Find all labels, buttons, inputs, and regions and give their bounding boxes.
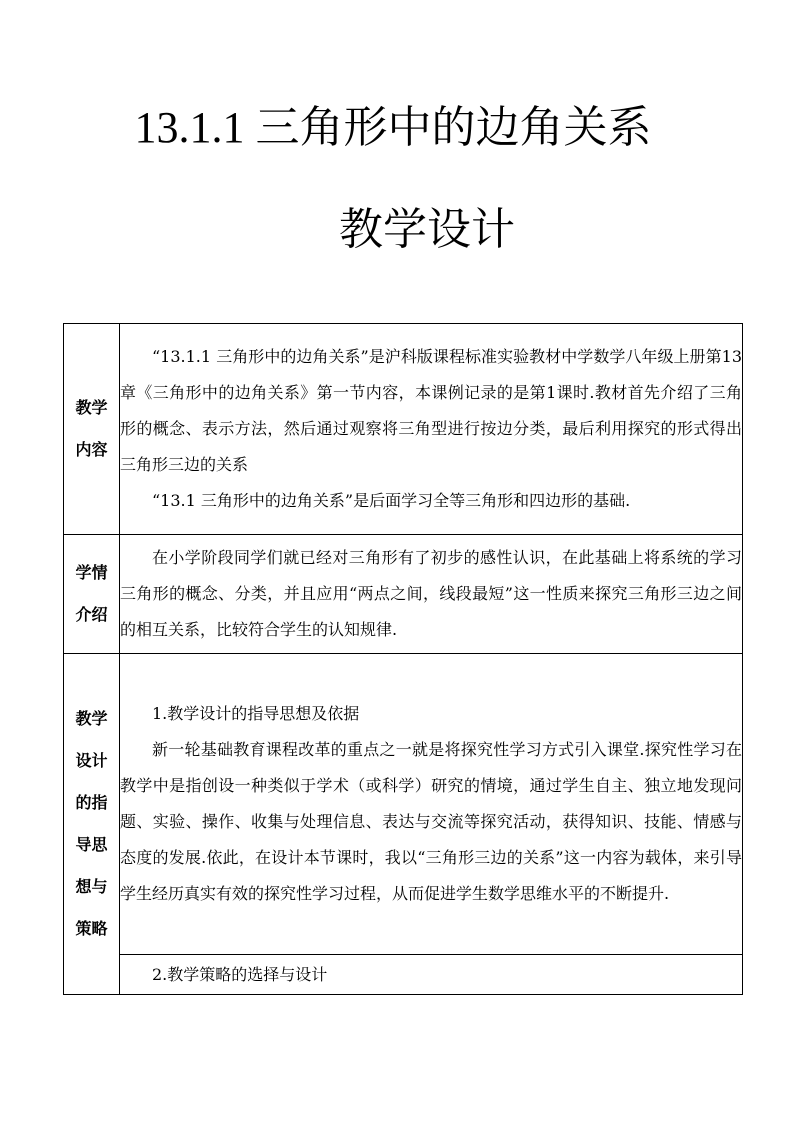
row-label-content: 教学 内容 (64, 324, 120, 535)
row-label-guide: 教学 设计 的指 导思 想与 策略 (64, 654, 120, 995)
students-paragraph: 在小学阶段同学们就已经对三角形有了初步的感性认识，在此基础上将系统的学习三角形的概念、分类，并且应用“两点之间，线段最短”这一性质来探究三角形三边之间的相互关系，比较符合学生的认知规律. (120, 548, 742, 639)
guide-paragraph: 新一轮基础教育课程改革的重点之一就是将探究性学习方式引入课堂.探究性学习在教学中是指创设一种类似于学术（或科学）研究的情境，通过学生自主、独立地发现问题、实验、操作、收集与处理信息、表达与交流等探究活动，获得知识、技能、情感与态度的发展.依此，在设计本节课时，我以“三角形三边的关系”这一内容为载体，来引导学生经历真实有效的探究性学习过程，从而促进学生数学思维水平的不断提升. (120, 740, 742, 903)
row-body-strategy (120, 955, 743, 995)
lesson-plan-table (63, 323, 743, 995)
table-row (64, 324, 743, 535)
strategy-heading: 2.教学策略的选择与设计 (152, 964, 328, 984)
document-subtitle: 教学设计 (339, 205, 515, 254)
content-paragraph: “13.1 三角形中的边角关系”是后面学习全等三角形和四边形的基础. (152, 491, 631, 510)
content-paragraph: “13.1.1 三角形中的边角关系”是沪科版课程标准实验教材中学数学八年级上册第13章《三角形中的边角关系》第一节内容，本课例记录的是第1课时.教材首先介绍了三角形的概念、表示方法，然后通过观察将三角型进行按边分类，最后利用探究的形式得出三角形三边的关系 (120, 347, 742, 474)
table-row (64, 535, 743, 654)
row-body-students (120, 535, 743, 654)
guide-heading: 1.教学设计的指导思想及依据 (152, 704, 360, 723)
row-label-students: 学情 介绍 (64, 535, 120, 654)
row-body-content (120, 324, 743, 535)
document-title: 13.1.1 三角形中的边角关系 (134, 103, 652, 152)
table-row (64, 654, 743, 955)
table-row (64, 955, 743, 995)
row-body-guide (120, 654, 743, 955)
